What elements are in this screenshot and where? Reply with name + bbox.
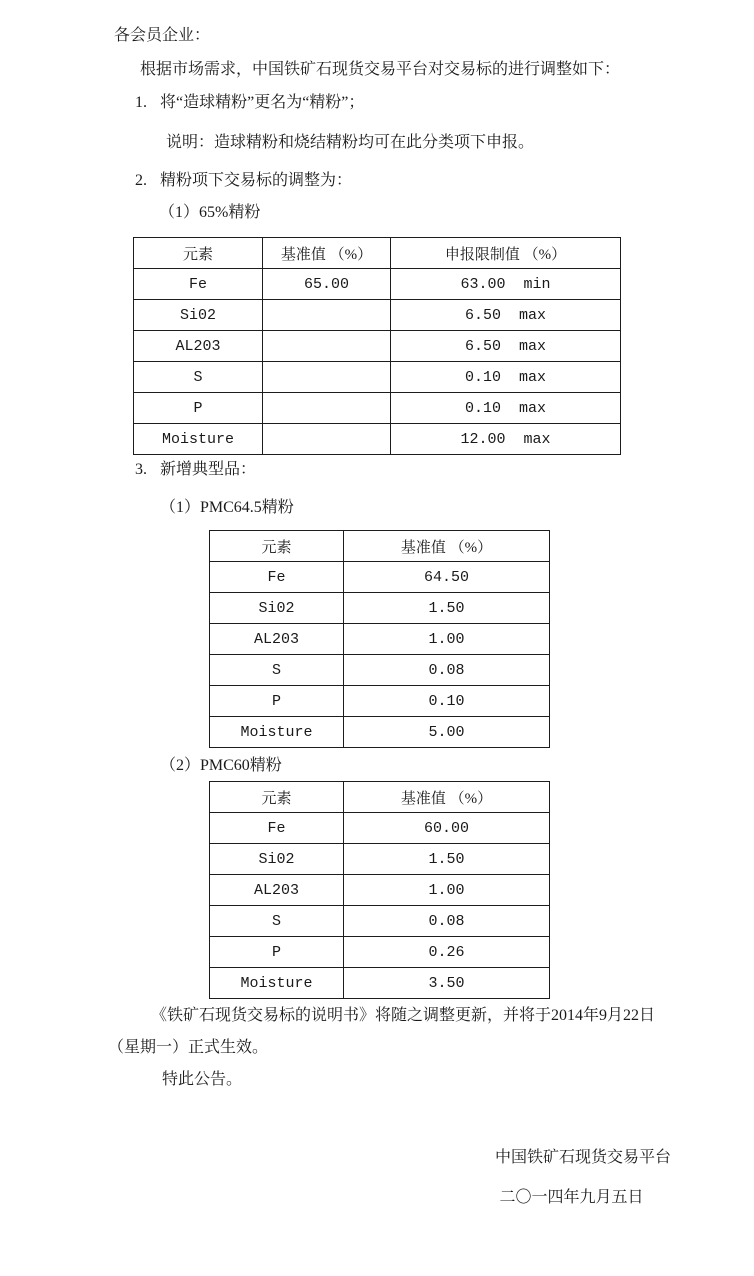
cell-base-value: 0.10 xyxy=(344,686,550,717)
signature-organization: 中国铁矿石现货交易平台 xyxy=(495,1149,672,1166)
cell-limit-value: 6.50 max xyxy=(391,331,621,362)
cell-limit-value: 63.00 min xyxy=(391,269,621,300)
table-row xyxy=(210,717,550,748)
column-header-declared-limit: 申报限制值 （%） xyxy=(391,238,621,269)
spec-table-pmc645 xyxy=(209,530,550,748)
cell-base-value xyxy=(263,331,391,362)
list-item-3 xyxy=(135,460,256,480)
column-header-base-value: 基准值 （%） xyxy=(344,531,550,562)
table-row xyxy=(210,906,550,937)
signature-date: 二〇一四年九月五日 xyxy=(499,1189,644,1206)
cell-element: AL203 xyxy=(210,875,344,906)
list-item-1-text: 将“造球精粉”更名为“精粉”； xyxy=(160,94,365,111)
table-row xyxy=(134,362,621,393)
cell-element: Fe xyxy=(134,269,263,300)
list-item-3-text: 新增典型品： xyxy=(160,461,257,478)
column-header-base-value: 基准值 （%） xyxy=(263,238,391,269)
cell-element: P xyxy=(210,686,344,717)
cell-element: S xyxy=(134,362,263,393)
column-header-base-value: 基准值 （%） xyxy=(344,782,550,813)
cell-base-value: 3.50 xyxy=(344,968,550,999)
list-item-2-number: 2. xyxy=(135,172,147,189)
cell-base-value: 60.00 xyxy=(344,813,550,844)
table-row xyxy=(210,562,550,593)
cell-base-value: 0.26 xyxy=(344,937,550,968)
spec-table-65-fines xyxy=(133,237,621,455)
cell-limit-value: 0.10 max xyxy=(391,393,621,424)
list-item-1 xyxy=(135,93,364,113)
table-header-row xyxy=(210,782,550,813)
table-row xyxy=(134,300,621,331)
cell-limit-value: 12.00 max xyxy=(391,424,621,455)
column-header-element: 元素 xyxy=(210,531,344,562)
cell-element: AL203 xyxy=(210,624,344,655)
cell-limit-value: 0.10 max xyxy=(391,362,621,393)
cell-base-value: 1.50 xyxy=(344,593,550,624)
intro-paragraph: 根据市场需求，中国铁矿石现货交易平台对交易标的进行调整如下： xyxy=(140,61,621,78)
cell-element: Moisture xyxy=(210,968,344,999)
cell-element: Fe xyxy=(210,562,344,593)
table-row xyxy=(210,593,550,624)
table-row xyxy=(134,393,621,424)
cell-element: S xyxy=(210,655,344,686)
cell-base-value xyxy=(263,300,391,331)
table-row xyxy=(210,968,550,999)
cell-base-value: 0.08 xyxy=(344,655,550,686)
list-item-3-number: 3. xyxy=(135,461,147,478)
table-row xyxy=(210,624,550,655)
table-row xyxy=(210,686,550,717)
cell-base-value: 64.50 xyxy=(344,562,550,593)
cell-element: P xyxy=(210,937,344,968)
cell-base-value xyxy=(263,362,391,393)
table-row xyxy=(210,875,550,906)
cell-element: Fe xyxy=(210,813,344,844)
closing-paragraph: 《铁矿石现货交易标的说明书》将随之调整更新，并将于2014年9月22日（星期一）正式生效。 xyxy=(108,1007,656,1056)
table-header-row xyxy=(210,531,550,562)
cell-element: Si02 xyxy=(210,844,344,875)
cell-limit-value: 6.50 max xyxy=(391,300,621,331)
column-header-element: 元素 xyxy=(134,238,263,269)
table-row xyxy=(134,269,621,300)
cell-base-value: 5.00 xyxy=(344,717,550,748)
cell-element: Moisture xyxy=(134,424,263,455)
cell-base-value: 0.08 xyxy=(344,906,550,937)
spec-table-pmc60 xyxy=(209,781,550,999)
subsection-pmc60-label: （2）PMC60精粉 xyxy=(160,757,282,774)
table-header-row xyxy=(134,238,621,269)
table-row xyxy=(134,331,621,362)
list-item-2 xyxy=(135,171,352,191)
cell-base-value: 65.00 xyxy=(263,269,391,300)
cell-element: Si02 xyxy=(134,300,263,331)
table-row xyxy=(210,937,550,968)
cell-element: S xyxy=(210,906,344,937)
cell-base-value: 1.00 xyxy=(344,875,550,906)
cell-element: P xyxy=(134,393,263,424)
subsection-65-fines-label: （1）65%精粉 xyxy=(159,204,261,221)
table-row xyxy=(210,655,550,686)
table-row xyxy=(210,813,550,844)
table-row xyxy=(134,424,621,455)
cell-element: Moisture xyxy=(210,717,344,748)
cell-base-value xyxy=(263,393,391,424)
cell-element: Si02 xyxy=(210,593,344,624)
cell-base-value: 1.50 xyxy=(344,844,550,875)
list-item-1-number: 1. xyxy=(135,94,147,111)
subsection-pmc645-label: （1）PMC64.5精粉 xyxy=(160,499,294,516)
list-item-2-text: 精粉项下交易标的调整为： xyxy=(160,172,353,189)
salutation-text: 各会员企业： xyxy=(114,27,211,44)
announcement-line: 特此公告。 xyxy=(162,1071,243,1088)
column-header-element: 元素 xyxy=(210,782,344,813)
cell-element: AL203 xyxy=(134,331,263,362)
cell-base-value: 1.00 xyxy=(344,624,550,655)
item-1-note: 说明：造球精粉和烧结精粉均可在此分类项下申报。 xyxy=(166,134,535,151)
table-row xyxy=(210,844,550,875)
cell-base-value xyxy=(263,424,391,455)
